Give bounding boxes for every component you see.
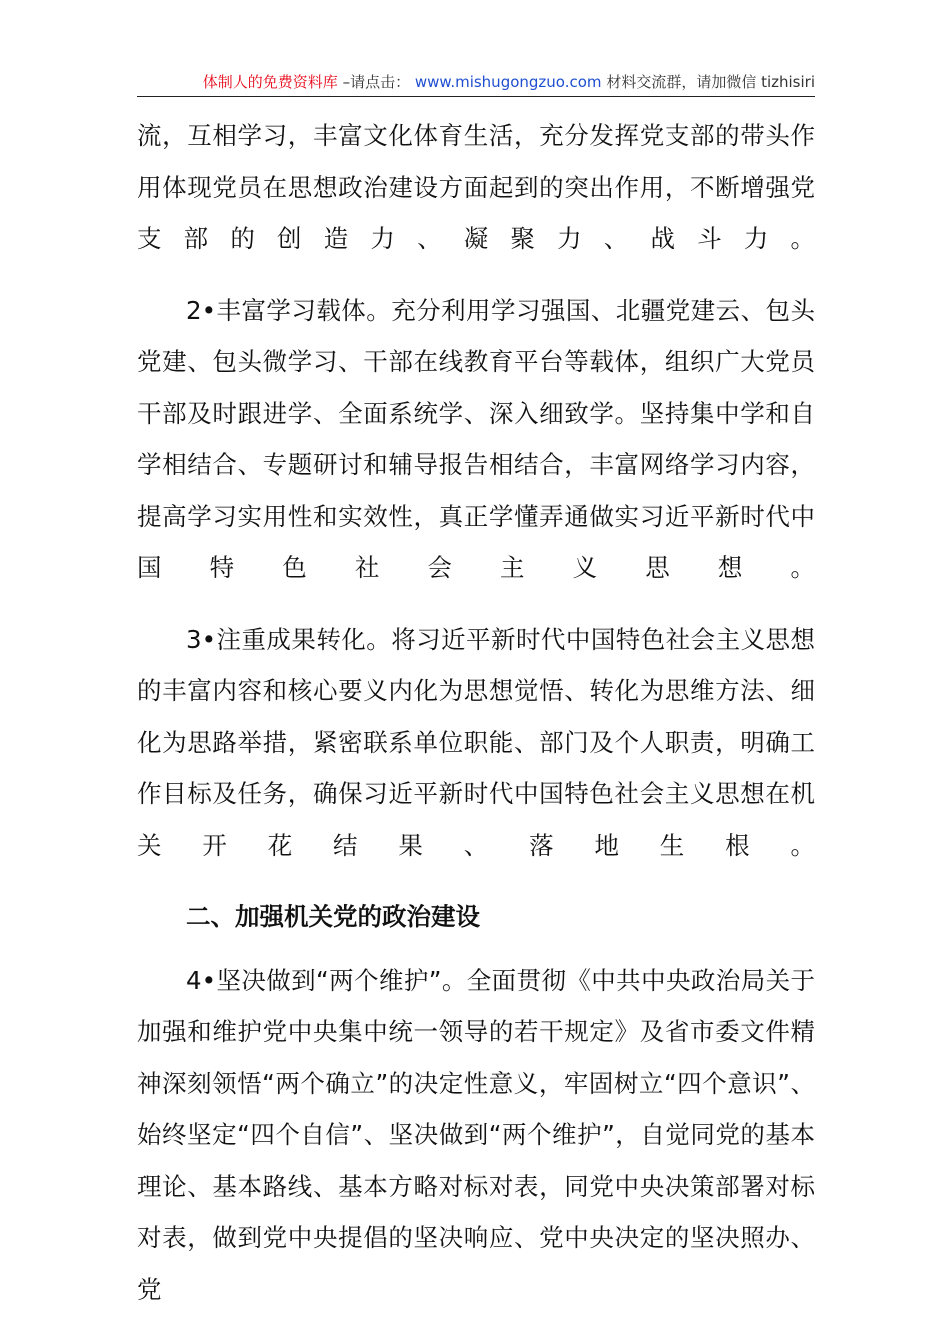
header-link[interactable]: www.mishugongzuo.com: [414, 73, 602, 91]
section-heading: 二、加强机关党的政治建设: [186, 902, 480, 931]
paragraph-4: 4•坚决做到“两个维护”。全面贯彻《中共中央政治局关于加强和维护党中央集中统一领导的若干规定》及省市委文件精神深刻领悟“两个确立”的决定性意义，牢固树立“四个意识”、始终坚定“四个自信”、坚决做到“两个维护”，自觉同党的基本理论、基本路线、基本方略对标对表，同党中央决策部署对标对表，做到党中央提倡的坚决响应、党中央决定的坚决照办、党: [137, 965, 815, 1304]
paragraph-2: 2•丰富学习载体。充分利用学习强国、北疆党建云、包头党建、包头微学习、干部在线教育平台等载体，组织广大党员干部及时跟进学、全面系统学、深入细致学。坚持集中学和自学相结合、专题研讨和辅导报告相结合，丰富网络学习内容，提高学习实用性和实效性，真正学懂弄通做实习近平新时代中国特色社会主义思想。: [137, 295, 815, 582]
header-prompt: –请点击：: [342, 73, 411, 91]
header-note: 材料交流群，请加微信 tizhisiri: [606, 73, 815, 91]
paragraph-continued: 流，互相学习，丰富文化体育生活，充分发挥党支部的带头作用体现党员在思想政治建设方面起到的突出作用，不断增强党支部的创造力、凝聚力、战斗力。: [137, 121, 815, 253]
document-body: [137, 110, 815, 1315]
paragraph-3: 3•注重成果转化。将习近平新时代中国特色社会主义思想的丰富内容和核心要义内化为思想觉悟、转化为思维方法、细化为思路举措，紧密联系单位职能、部门及个人职责，明确工作目标及任务，确保习近平新时代中国特色社会主义思想在机关开花结果、落地生根。: [137, 624, 815, 860]
page-header: [137, 70, 815, 97]
header-brand: 体制人的免费资料库: [202, 73, 338, 91]
